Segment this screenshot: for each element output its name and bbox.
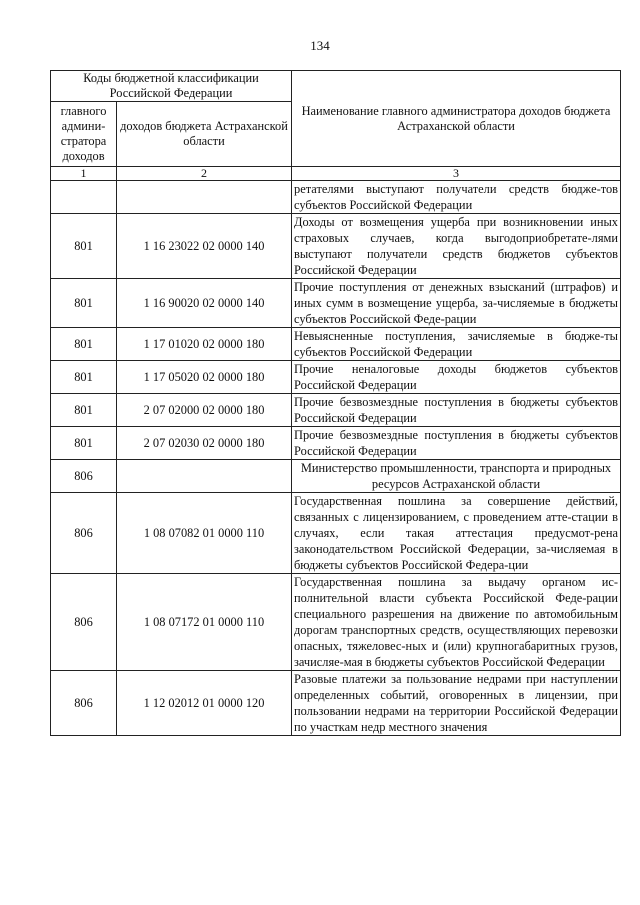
- admin-code-cell: 801: [51, 279, 117, 328]
- header-num-3: 3: [292, 167, 621, 181]
- income-code-cell: 1 12 02012 01 0000 120: [117, 671, 292, 736]
- table-row: [51, 574, 621, 671]
- table-row: [51, 361, 621, 394]
- budget-classification-table: [50, 70, 621, 736]
- admin-code-cell: 806: [51, 493, 117, 574]
- table-row: [51, 671, 621, 736]
- income-name-cell: ретателями выступают получатели средств бюдже-тов субъектов Российской Федерации: [292, 181, 621, 214]
- table-row: [51, 181, 621, 214]
- admin-code-cell: 806: [51, 574, 117, 671]
- income-name-cell: Министерство промышленности, транспорта и природных ресурсов Астраханской области: [292, 460, 621, 493]
- table-row: [51, 427, 621, 460]
- income-name-cell: Прочие неналоговые доходы бюджетов субъектов Российской Федерации: [292, 361, 621, 394]
- income-code-cell: 1 16 90020 02 0000 140: [117, 279, 292, 328]
- table-row: [51, 279, 621, 328]
- table-row: [51, 394, 621, 427]
- admin-code-cell: 801: [51, 214, 117, 279]
- income-code-cell: 1 08 07082 01 0000 110: [117, 493, 292, 574]
- income-code-cell: 1 08 07172 01 0000 110: [117, 574, 292, 671]
- income-name-cell: Прочие безвозмездные поступления в бюджеты субъектов Российской Федерации: [292, 394, 621, 427]
- income-name-cell: Государственная пошлина за выдачу органом ис-полнительной власти субъекта Российской Феде-рации специального разрешения на движение по автомобильным дорогам транспортных средств, осуществляющих перевозки опасных, тяжеловес-ных и (или) крупногабаритных грузов, зачисляе-мая в бюджеты субъектов Российской Федерации: [292, 574, 621, 671]
- income-code-cell: [117, 460, 292, 493]
- income-name-cell: Невыясненные поступления, зачисляемые в бюдже-ты субъектов Российской Федерации: [292, 328, 621, 361]
- admin-code-cell: 806: [51, 671, 117, 736]
- table-row: [51, 493, 621, 574]
- header-col3-name: Наименование главного администратора доходов бюджета Астраханской области: [292, 71, 621, 167]
- header-col2-income: доходов бюджета Астраханской области: [117, 102, 292, 167]
- income-code-cell: 2 07 02000 02 0000 180: [117, 394, 292, 427]
- admin-code-cell: 801: [51, 394, 117, 427]
- income-name-cell: Прочие безвозмездные поступления в бюджеты субъектов Российской Федерации: [292, 427, 621, 460]
- page-number: 134: [310, 38, 330, 53]
- header-num-1: 1: [51, 167, 117, 181]
- income-name-cell: Доходы от возмещения ущерба при возникновении иных страховых случаев, когда выгодоприобретате-лями выступают получатели средств бюджетов субъектов Российской Федерации: [292, 214, 621, 279]
- admin-code-cell: [51, 181, 117, 214]
- header-col1-admin: главного админи-стратора доходов: [51, 102, 117, 167]
- income-name-cell: Разовые платежи за пользование недрами при наступлении определенных событий, оговоренных в лицензии, при пользовании недрами на территории Российской Федерации по участкам недр местного значения: [292, 671, 621, 736]
- table-row: [51, 328, 621, 361]
- income-code-cell: 1 16 23022 02 0000 140: [117, 214, 292, 279]
- table-row: [51, 214, 621, 279]
- header-num-2: 2: [117, 167, 292, 181]
- income-name-cell: Прочие поступления от денежных взысканий (штрафов) и иных сумм в возмещение ущерба, за-числяемые в бюджеты субъектов Российской Феде-рации: [292, 279, 621, 328]
- table-body: [51, 181, 621, 736]
- admin-code-cell: 801: [51, 328, 117, 361]
- header-group-title: Коды бюджетной классификации Российской Федерации: [51, 71, 292, 102]
- income-code-cell: 1 17 05020 02 0000 180: [117, 361, 292, 394]
- admin-code-cell: 801: [51, 427, 117, 460]
- income-code-cell: 1 17 01020 02 0000 180: [117, 328, 292, 361]
- admin-code-cell: 806: [51, 460, 117, 493]
- income-code-cell: 2 07 02030 02 0000 180: [117, 427, 292, 460]
- table-row: [51, 460, 621, 493]
- income-code-cell: [117, 181, 292, 214]
- income-name-cell: Государственная пошлина за совершение действий, связанных с лицензированием, с проведением атте-стации в случаях, если такая аттестация предусмот-рена законодательством Российской Федерации, за-числяемая в бюджеты субъектов Российской Федера-ции: [292, 493, 621, 574]
- admin-code-cell: 801: [51, 361, 117, 394]
- table-header: [51, 71, 621, 181]
